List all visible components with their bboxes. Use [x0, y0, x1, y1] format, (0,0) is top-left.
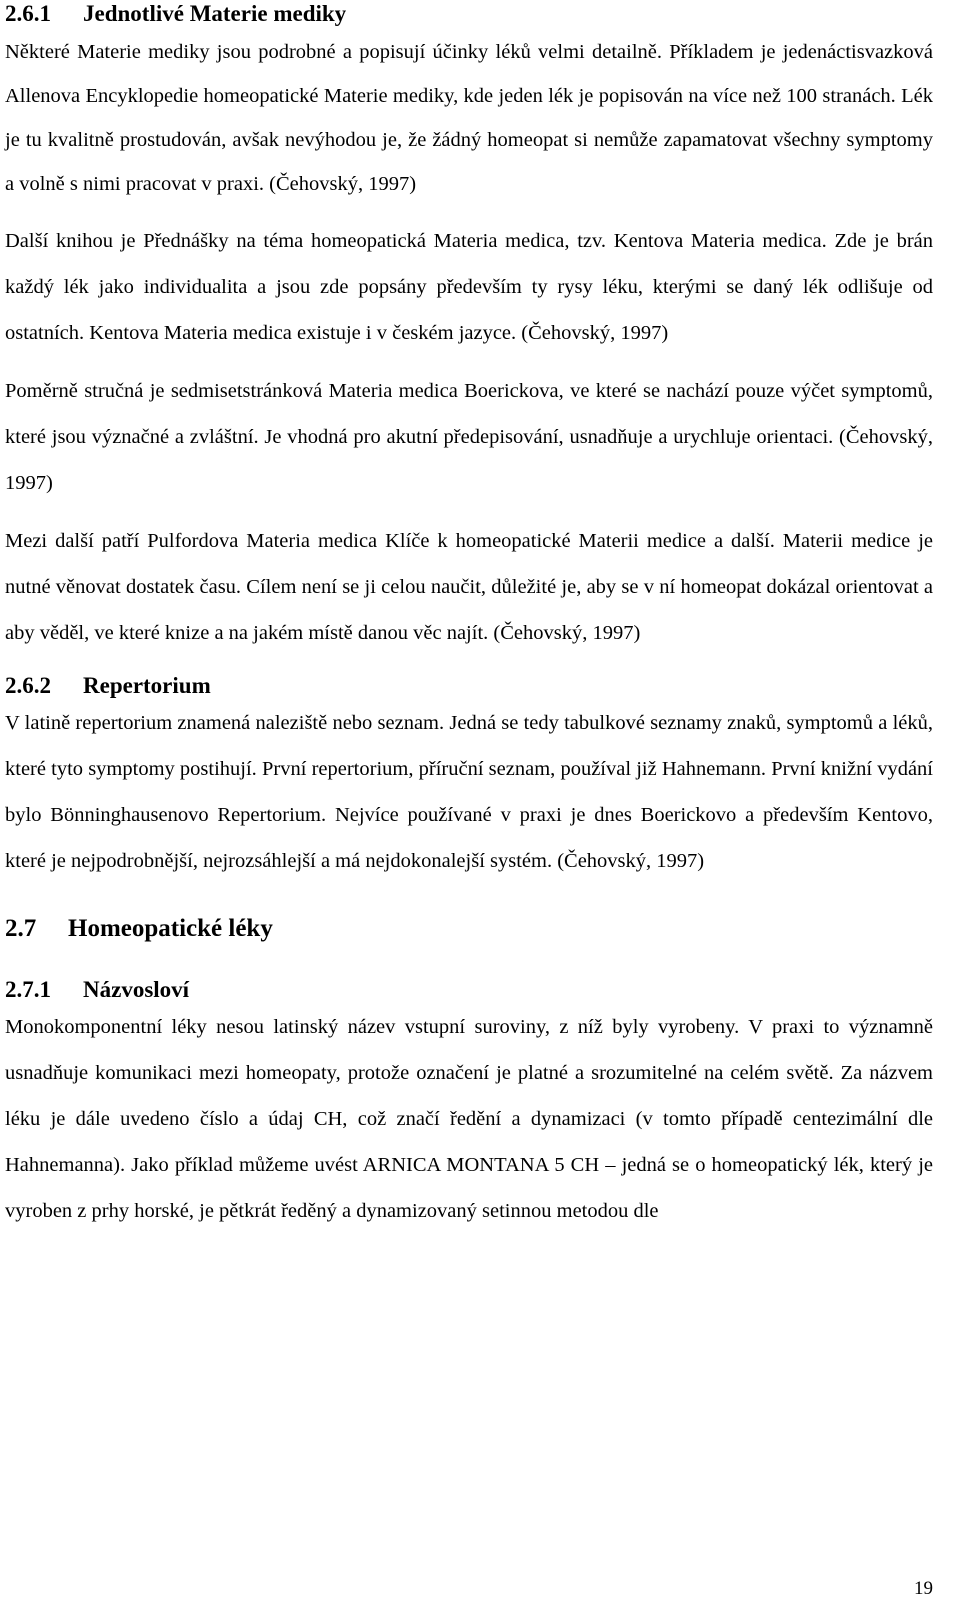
section-number: 2.7: [5, 915, 37, 942]
paragraph: Poměrně stručná je sedmisetstránková Materia medica Boerickova, ve které se nachází pouze výčet symptomů, které jsou význačné a zvláštní. Je vhodná pro akutní předepisování, usnadňuje a urychluje orientaci. (Čehovský, 1997): [5, 380, 933, 494]
section-heading-2-6-1: [5, 0, 933, 28]
document-page: [5, 0, 933, 1234]
section-title: Homeopatické léky: [68, 915, 273, 942]
page-number: 19: [914, 1578, 933, 1599]
section-title: Názvosloví: [83, 977, 190, 1002]
paragraph: Některé Materie mediky jsou podrobné a popisují účinky léků velmi detailně. Příkladem je jedenáctisvazková Allenova Encyklopedie homeopatické Materie mediky, kde jeden lék je popisován na více než 100 stranách. Lék je tu kvalitně prostudován, avšak nevýhodou je, že žádný homeopat si nemůže zapamatovat všechny symptomy a volně s nimi pracovat v praxi. (Čehovský, 1997): [5, 41, 933, 195]
paragraph: Monokomponentní léky nesou latinský název vstupní suroviny, z níž byly vyrobeny. V praxi to významně usnadňuje komunikaci mezi homeopaty, protože označení je platné a srozumitelné na celém světě. Za názvem léku je dále uvedeno číslo a údaj CH, což značí ředění a dynamizaci (v tomto případě centezimální dle Hahnemanna). Jako příklad můžeme uvést ARNICA MONTANA 5 CH – jedná se o homeopatický lék, který je vyroben z prhy horské, je pětkrát ředěný a dynamizovaný setinnou metodou dle: [5, 1016, 933, 1222]
paragraph: Mezi další patří Pulfordova Materia medica Klíče k homeopatické Materii medice a další. Materii medice je nutné věnovat dostatek času. Cílem není se ji celou naučit, důležité je, aby se v ní homeopat dokázal orientovat a aby věděl, ve které knize a na jakém místě danou věc najít. (Čehovský, 1997): [5, 530, 933, 644]
section-title: Jednotlivé Materie mediky: [83, 1, 347, 26]
section-number: 2.6.2: [5, 673, 51, 698]
paragraph: V latině repertorium znamená naleziště nebo seznam. Jedná se tedy tabulkové seznamy znaků, symptomů a léků, které tyto symptomy postihují. První repertorium, příruční seznam, používal již Hahnemann. První knižní vydání bylo Bönninghausenovo Repertorium. Nejvíce používané v praxi je dnes Boerickovo a především Kentovo, které je nejpodrobnější, nejrozsáhlejší a má nejdokonalejší systém. (Čehovský, 1997): [5, 712, 933, 872]
section-heading-2-7: [5, 914, 933, 944]
paragraph: Další knihou je Přednášky na téma homeopatická Materia medica, tzv. Kentova Materia medica. Zde je brán každý lék jako individualita a jsou zde popsány především ty rysy léku, kterými se daný lék odlišuje od ostatních. Kentova Materia medica existuje i v českém jazyce. (Čehovský, 1997): [5, 230, 933, 344]
section-number: 2.6.1: [5, 1, 51, 26]
section-title: Repertorium: [83, 673, 211, 698]
section-number: 2.7.1: [5, 977, 51, 1002]
section-heading-2-7-1: [5, 976, 933, 1004]
section-heading-2-6-2: [5, 672, 933, 700]
